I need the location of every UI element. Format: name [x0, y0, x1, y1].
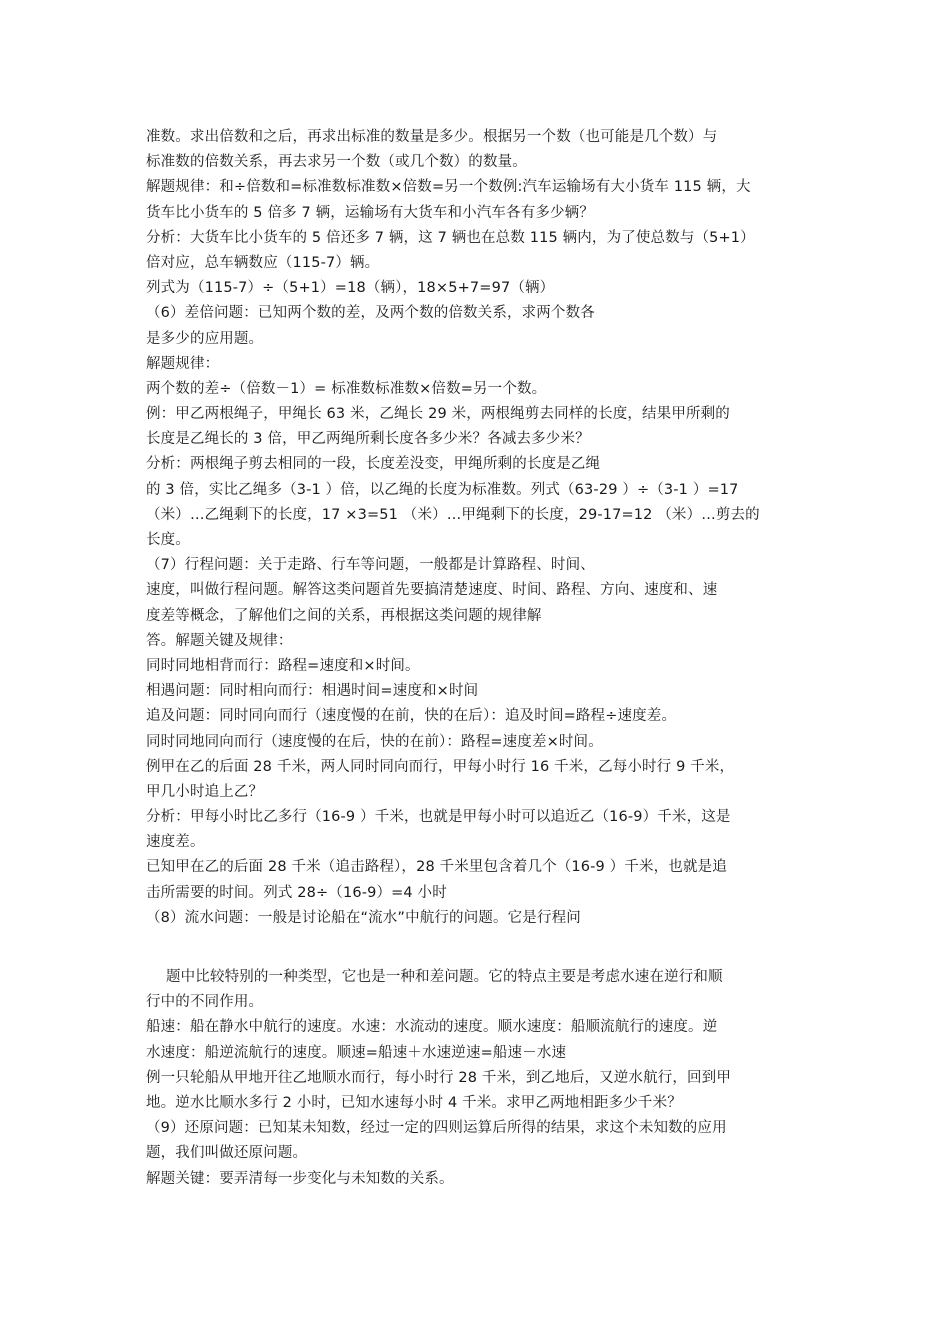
text-line: 例一只轮船从甲地开往乙地顺水而行，每小时行 28 千米，到乙地后，又逆水航行，回到甲	[146, 1069, 731, 1086]
text-line: 速度，叫做行程问题。解答这类问题首先要搞清楚速度、时间、路程、方向、速度和、速	[146, 582, 718, 599]
text-line: 击所需要的时间。列式 28÷（16-9）=4 小时	[146, 884, 447, 901]
text-line: 相遇问题：同时相向而行：相遇时间=速度和×时间	[146, 683, 479, 700]
text-line: 长度是乙绳长的 3 倍，甲乙两绳所剩长度各多少米？各减去多少米？	[146, 431, 590, 448]
section-heading-6: （6）差倍问题：已知两个数的差，及两个数的倍数关系，求两个数各	[146, 305, 595, 322]
text-line: 速度差。	[146, 834, 205, 851]
text-line: 追及问题：同时同向而行（速度慢的在前，快的在后）：追及时间=路程÷速度差。	[146, 708, 677, 725]
text-line: 题中比较特别的一种类型，它也是一种和差问题。它的特点主要是考虑水速在逆行和顺	[166, 969, 723, 985]
text-line: 行中的不同作用。	[146, 994, 264, 1011]
text-line: 列式为（115-7）÷（5+1）=18（辆），18×5+7=97（辆）	[146, 280, 555, 297]
text-line: 准数。求出倍数和之后，再求出标准的数量是多少。根据另一个数（也可能是几个数）与	[146, 129, 718, 145]
section-heading-7: （7）行程问题：关于走路、行车等问题，一般都是计算路程、时间、	[146, 557, 595, 574]
text-line: 倍对应，总车辆数应（115-7）辆。	[146, 254, 380, 271]
text-line: 两个数的差÷（倍数－1）= 标准数标准数×倍数=另一个数。	[146, 380, 547, 397]
text-line: 解题关键：要弄清每一步变化与未知数的关系。	[146, 1170, 454, 1187]
text-line: 同时同地同向而行（速度慢的在后，快的在前）：路程=速度差×时间。	[146, 733, 603, 750]
text-block-lower	[146, 965, 808, 1192]
text-line: 解题规律：	[146, 355, 220, 372]
section-heading-8: （8）流水问题：一般是讨论船在“流水”中航行的问题。它是行程问	[146, 909, 581, 926]
text-line: 例甲在乙的后面 28 千米，两人同时同向而行，甲每小时行 16 千米，乙每小时行 9 千米，	[146, 758, 735, 775]
text-line: 的 3 倍，实比乙绳多（3-1 ）倍，以乙绳的长度为标准数。列式（63-29 ）÷（3-1 ）=17	[146, 481, 739, 498]
text-line: 答。解题关键及规律：	[146, 632, 293, 649]
text-line: 例：甲乙两根绳子，甲绳长 63 米，乙绳长 29 米，两根绳剪去同样的长度，结果甲所剩的	[146, 406, 730, 423]
text-line: 同时同地相背而行：路程=速度和×时间。	[146, 657, 420, 674]
text-line: 度差等概念，了解他们之间的关系，再根据这类问题的规律解	[146, 607, 542, 624]
text-line: 地。逆水比顺水多行 2 小时，已知水速每小时 4 千米。求甲乙两地相距多少千米？	[146, 1094, 682, 1111]
section-heading-9: （9）还原问题：已知某未知数，经过一定的四则运算后所得的结果，求这个未知数的应用	[146, 1120, 727, 1137]
text-line: 船速：船在静水中航行的速度。水速：水流动的速度。顺水速度：船顺流航行的速度。逆	[146, 1019, 718, 1036]
text-line: 是多少的应用题。	[146, 330, 264, 347]
text-line: 甲几小时追上乙？	[146, 783, 264, 800]
text-line: 长度。	[146, 532, 190, 548]
text-line: 已知甲在乙的后面 28 千米（追击路程），28 千米里包含着几个（16-9 ）千米，也就是追	[146, 859, 727, 876]
text-line: 货车比小货车的 5 倍多 7 辆，运输场有大货车和小汽车各有多少辆？	[146, 204, 594, 221]
text-line: （米）…乙绳剩下的长度，17 ×3=51 （米）…甲绳剩下的长度，29-17=12 （米）…剪去的	[146, 506, 760, 523]
text-block-upper	[146, 125, 808, 931]
text-line: 分析：甲每小时比乙多行（16-9 ）千米，也就是甲每小时可以追近乙（16-9）千米，这是	[146, 809, 731, 826]
text-line: 分析：大货车比小货车的 5 倍还多 7 辆，这 7 辆也在总数 115 辆内，为了使总数与（5+1）	[146, 229, 755, 246]
text-line: 解题规律：和÷倍数和=标准数标准数×倍数=另一个数例:汽车运输场有大小货车 115 辆，大	[146, 179, 751, 196]
text-line: 水速度：船逆流航行的速度。顺速=船速＋水速逆速=船速－水速	[146, 1044, 567, 1061]
text-line: 标准数的倍数关系，再去求另一个数（或几个数）的数量。	[146, 154, 527, 171]
text-line: 分析：两根绳子剪去相同的一段，长度差没变，甲绳所剩的长度是乙绳	[146, 456, 601, 473]
text-line: 题，我们叫做还原问题。	[146, 1145, 308, 1162]
